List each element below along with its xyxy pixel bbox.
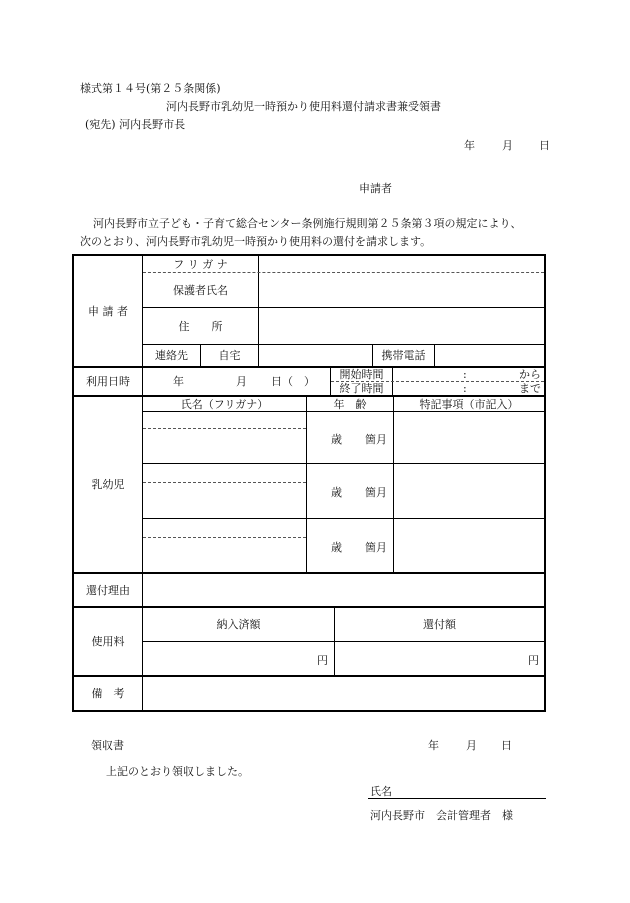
receipt-day-label: 日 bbox=[501, 739, 512, 752]
form-title: 河内長野市乳幼児一時預かり使用料還付請求書兼受領書 bbox=[166, 100, 441, 113]
paid-amount-label: 納入済額 bbox=[216, 618, 261, 631]
infant-1-furigana-input[interactable] bbox=[143, 412, 306, 428]
infant-2-name-input[interactable] bbox=[143, 483, 306, 518]
infant-2-age-input[interactable] bbox=[307, 464, 393, 518]
mobile-phone-input[interactable] bbox=[435, 345, 544, 366]
infant-3-name-input[interactable] bbox=[143, 538, 306, 572]
start-time-colon: : bbox=[463, 368, 467, 381]
date-year-label: 年 bbox=[464, 139, 475, 152]
end-time-input[interactable] bbox=[393, 382, 544, 395]
form-number: 様式第１４号(第２５条関係) bbox=[80, 82, 221, 95]
usage-date-input[interactable] bbox=[143, 368, 330, 395]
address-input[interactable] bbox=[259, 308, 544, 344]
contact-label: 連絡先 bbox=[155, 349, 188, 362]
address-label: 住 所 bbox=[178, 319, 223, 333]
usage-year-label: 年 bbox=[173, 375, 184, 388]
infant-1-notes-input[interactable] bbox=[394, 412, 544, 463]
refund-amount-input[interactable] bbox=[335, 642, 544, 675]
usage-day-label: 日（ ） bbox=[271, 375, 315, 388]
infant-3-furigana-input[interactable] bbox=[143, 519, 306, 537]
infant-3-notes-input[interactable] bbox=[394, 519, 544, 572]
receipt-date[interactable] bbox=[420, 736, 520, 752]
intro-line-1: 河内長野市立子ども・子育て総合センター条例施行規則第２５条第３項の規定により、 bbox=[93, 217, 522, 230]
receipt-title: 領収書 bbox=[91, 739, 124, 752]
date-month-label: 月 bbox=[502, 139, 513, 152]
guardian-name-input[interactable] bbox=[259, 273, 544, 307]
start-time-label: 開始時間 bbox=[339, 368, 384, 381]
infant-3-age-input[interactable] bbox=[307, 519, 393, 572]
receipt-text: 上記のとおり領収しました。 bbox=[106, 765, 249, 778]
usage-datetime-label: 利用日時 bbox=[86, 375, 130, 388]
infant-1-months-label: 箇月 bbox=[365, 433, 387, 446]
paid-amount-input[interactable] bbox=[143, 642, 334, 675]
infant-age-column-header: 年 齢 bbox=[333, 397, 367, 411]
home-phone-input[interactable] bbox=[259, 345, 372, 366]
intro-line-2: 次のとおり、河内長野市乳幼児一時預かり使用料の還付を請求します。 bbox=[80, 235, 432, 248]
guardian-name-label: 保護者氏名 bbox=[173, 283, 228, 297]
applicant-heading: 申請者 bbox=[359, 182, 392, 195]
refund-amount-label: 還付額 bbox=[423, 618, 456, 631]
infant-2-years-label: 歳 bbox=[331, 486, 342, 499]
infant-2-furigana-input[interactable] bbox=[143, 464, 306, 482]
receipt-addressee: 河内長野市 会計管理者 様 bbox=[370, 809, 513, 822]
infant-name-column-header: 氏名（フリガナ） bbox=[180, 397, 269, 411]
applicant-section-label: 申 請 者 bbox=[88, 304, 128, 318]
mobile-phone-label: 携帯電話 bbox=[381, 349, 426, 362]
remarks-input[interactable] bbox=[143, 677, 544, 710]
end-time-to: まで bbox=[519, 382, 541, 395]
date-day-label: 日 bbox=[539, 139, 550, 152]
furigana-input[interactable] bbox=[259, 256, 544, 272]
infant-1-name-input[interactable] bbox=[143, 429, 306, 463]
start-time-input[interactable] bbox=[393, 368, 544, 381]
usage-month-label: 月 bbox=[236, 375, 247, 388]
addressee: (宛先) 河内長野市長 bbox=[85, 118, 186, 131]
infant-2-notes-input[interactable] bbox=[394, 464, 544, 518]
infant-2-months-label: 箇月 bbox=[365, 486, 387, 499]
receipt-year-label: 年 bbox=[428, 739, 439, 752]
receipt-name-field[interactable] bbox=[368, 782, 546, 798]
end-time-colon: : bbox=[463, 382, 467, 395]
infant-3-years-label: 歳 bbox=[331, 541, 342, 554]
usage-fee-label: 使用料 bbox=[91, 635, 125, 648]
infant-3-months-label: 箇月 bbox=[365, 541, 387, 554]
remarks-label: 備 考 bbox=[91, 687, 125, 700]
start-time-from: から bbox=[519, 368, 541, 381]
end-time-label: 終了時間 bbox=[339, 382, 384, 395]
home-phone-label: 自宅 bbox=[218, 349, 241, 362]
receipt-name-label: 氏名 bbox=[370, 785, 392, 798]
furigana-label: フ リ ガ ナ bbox=[173, 257, 228, 271]
receipt-month-label: 月 bbox=[466, 739, 477, 752]
infant-notes-column-header: 特記事項（市記入） bbox=[419, 397, 519, 411]
infant-1-years-label: 歳 bbox=[331, 433, 342, 446]
paid-amount-yen: 円 bbox=[317, 654, 328, 667]
infant-1-age-input[interactable] bbox=[307, 412, 393, 463]
infant-section-label: 乳幼児 bbox=[91, 478, 125, 491]
refund-reason-input[interactable] bbox=[143, 574, 544, 606]
refund-amount-yen: 円 bbox=[528, 654, 539, 667]
refund-reason-label: 還付理由 bbox=[86, 583, 130, 597]
